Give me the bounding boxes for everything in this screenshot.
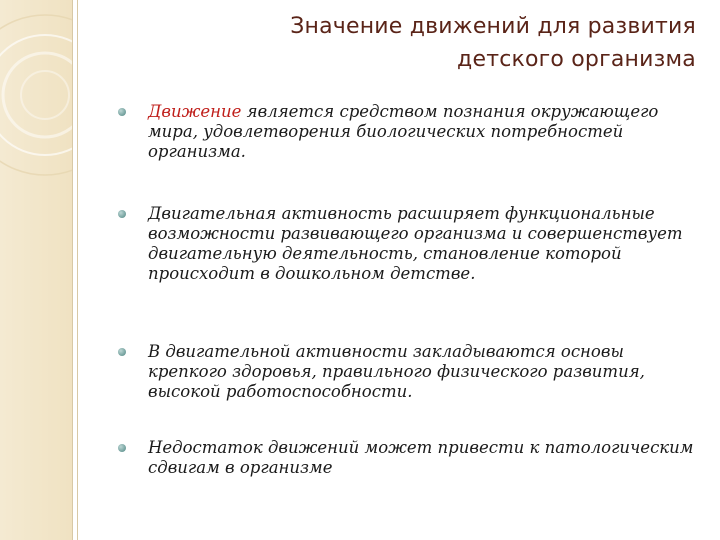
bullet-body-4: Недостаток движений может привести к патологическим сдвигам в организме [148, 438, 694, 477]
decorative-circles [0, 0, 72, 540]
bullet-body-3: В двигательной активности закладываются основы крепкого здоровья, правильного физического развития, высокой работоспособности. [148, 342, 645, 401]
bullet-text-4 [128, 438, 700, 478]
bullet-text-2 [128, 204, 700, 284]
bullet-body-1: является средством познания окружающего мира, удовлетворения биологических потребностей организма. [148, 102, 659, 161]
bullet-dot-icon [118, 348, 126, 356]
decorative-side-panel [0, 0, 72, 540]
bullet-dot-icon [118, 444, 126, 452]
bullet-item-1 [128, 102, 700, 162]
side-divider [72, 0, 78, 540]
bullet-item-2 [128, 204, 700, 284]
slide-title [136, 10, 696, 76]
bullet-text-1 [128, 102, 700, 162]
bullet-item-4 [128, 438, 700, 478]
bullet-item-3 [128, 342, 700, 402]
bullet-dot-icon [118, 210, 126, 218]
title-line-1: Значение движений для развития [290, 14, 696, 39]
bullet-body-2: Двигательная активность расширяет функциональные возможности развивающего организма и совершенствует двигательную деятельность, становление которой происходит в дошкольном детстве. [148, 204, 683, 283]
bullet-dot-icon [118, 108, 126, 116]
title-line-2: детского организма [457, 47, 696, 72]
bullet-accent-1: Движение [148, 102, 242, 121]
bullet-text-3 [128, 342, 700, 402]
